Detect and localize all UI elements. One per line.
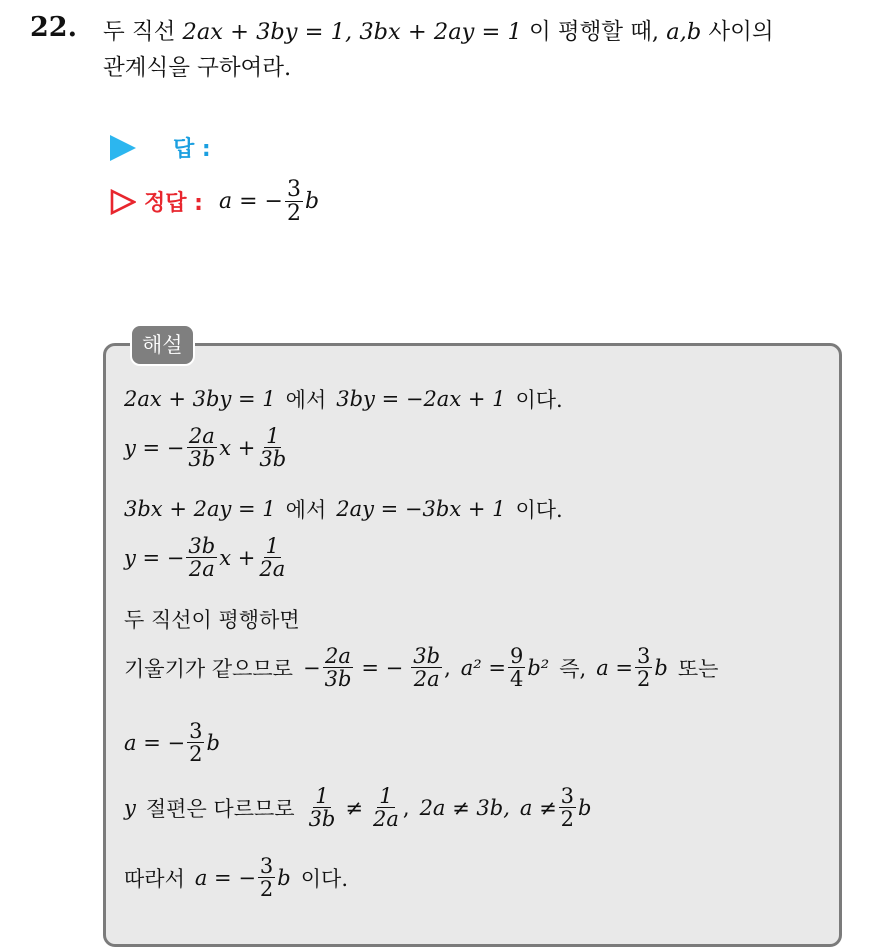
fraction-numerator: 9 [509, 644, 524, 668]
sol-eq: y = − [124, 435, 185, 460]
fraction-numerator: 3 [560, 784, 575, 808]
answer-row [110, 132, 211, 163]
solution-line-2 [124, 425, 290, 470]
sol-text: 이다. [515, 388, 563, 412]
fraction-numerator: 2a [325, 644, 351, 668]
sol-eq: b [277, 865, 291, 890]
equation-2: 3bx + 2ay = 1 [359, 19, 522, 45]
sol-eq: b [654, 655, 668, 680]
sol-text: 절편은 다르므로 [145, 796, 295, 821]
sol-eq: x + [219, 435, 256, 460]
sol-eq: 2a ≠ 3b, [419, 795, 510, 820]
fraction-denominator: 2a [188, 557, 215, 582]
fraction-denominator: 3b [188, 447, 216, 472]
sol-fraction [187, 720, 204, 765]
sol-fraction [371, 785, 401, 830]
sol-text: 기울기가 같으므로 [124, 656, 293, 681]
question-text [103, 14, 863, 86]
sol-eq: b² [527, 655, 550, 680]
sol-eq: y [124, 795, 136, 820]
sol-text: 이다. [515, 498, 563, 522]
question-text-c: 사이의 [708, 19, 774, 45]
solution-line-5 [124, 604, 300, 634]
fraction-denominator: 2a [372, 807, 399, 832]
sol-eq: a = − [194, 865, 256, 890]
sol-fraction [411, 645, 442, 690]
equation-1: 2ax + 3by = 1, [182, 19, 353, 45]
sol-eq: − [302, 655, 321, 680]
answer-label: 답 : [173, 137, 211, 162]
correct-answer-label: 정답 : [144, 191, 203, 217]
solution-line-1 [124, 384, 563, 414]
sol-text: 두 직선이 평행하면 [124, 608, 300, 632]
solution-line-8 [124, 785, 592, 830]
solution-line-7 [124, 720, 220, 765]
fraction-denominator: 2 [259, 877, 274, 902]
question-text-a: 두 직선 [103, 19, 176, 45]
sol-fraction [635, 645, 652, 690]
sol-text: 따라서 [124, 866, 185, 891]
question-line-2: 관계식을 구하여라. [103, 55, 292, 81]
sol-eq: 2ay = −3bx + 1 [336, 497, 506, 521]
sol-text: 이다. [300, 866, 348, 891]
sol-eq: 3bx + 2ay = 1 [124, 497, 276, 521]
sol-eq: = − [361, 655, 404, 680]
solution-line-6 [124, 645, 718, 690]
fraction-numerator: 3 [286, 177, 301, 202]
fraction-denominator: 2a [413, 667, 440, 692]
fraction-numerator: 1 [315, 784, 329, 808]
fraction-numerator: 3 [259, 854, 274, 878]
sol-fraction [257, 425, 288, 470]
sol-eq: x + [219, 545, 256, 570]
sol-text: , [444, 655, 451, 680]
fraction-denominator: 2 [637, 667, 651, 692]
fraction-numerator: 1 [265, 534, 279, 558]
fraction-numerator: 1 [379, 784, 393, 808]
fraction-denominator: 2 [189, 742, 203, 767]
correct-fraction [285, 178, 303, 225]
sol-eq: ≠ [345, 795, 363, 820]
sol-text: 또는 [677, 656, 719, 681]
fraction-numerator: 1 [266, 424, 280, 448]
sol-eq: b [578, 795, 592, 820]
fraction-numerator: 3b [413, 644, 441, 668]
sol-fraction [257, 535, 287, 580]
fraction-denominator: 3b [308, 807, 336, 832]
fraction-numerator: 2a [188, 424, 215, 448]
solution-line-3 [124, 494, 563, 524]
sol-fraction [186, 425, 217, 470]
sol-eq: a ≠ [519, 795, 557, 820]
sol-text: 즉, [559, 656, 587, 681]
fraction-denominator: 2 [286, 201, 301, 227]
sol-eq: 3by = −2ax + 1 [336, 387, 506, 411]
sol-fraction [258, 855, 275, 900]
sol-text: 에서 [285, 498, 327, 522]
sol-text: 에서 [285, 388, 327, 412]
filled-triangle-icon [110, 135, 136, 161]
fraction-denominator: 2 [560, 807, 575, 832]
sol-fraction [323, 645, 354, 690]
correct-answer-row [110, 178, 319, 225]
sol-fraction [559, 785, 576, 830]
question-number: 22. [30, 12, 77, 43]
sol-fraction [186, 535, 217, 580]
fraction-numerator: 3 [637, 644, 651, 668]
outline-triangle-icon [110, 189, 136, 215]
fraction-denominator: 3b [259, 447, 287, 472]
correct-lhs: a = − [218, 189, 283, 215]
fraction-numerator: 3b [188, 534, 216, 558]
sol-fraction [508, 645, 525, 690]
sol-eq: y = − [124, 545, 185, 570]
sol-eq: a = [596, 655, 633, 680]
sol-eq: a = − [124, 730, 186, 755]
fraction-denominator: 2a [259, 557, 286, 582]
fraction-denominator: 4 [509, 667, 524, 692]
question-text-b: 이 평행할 때, [528, 19, 660, 45]
solution-line-4 [124, 535, 289, 580]
solution-line-9 [124, 855, 348, 900]
sol-eq: b [206, 730, 220, 755]
fraction-denominator: 3b [324, 667, 352, 692]
sol-text: , [402, 795, 410, 820]
correct-rhs: b [304, 189, 320, 215]
correct-answer-value [219, 178, 319, 225]
question-vars: a,b [666, 19, 702, 45]
fraction-numerator: 3 [189, 719, 203, 743]
sol-eq: 2ax + 3by = 1 [124, 387, 276, 411]
sol-eq: a² = [460, 655, 506, 680]
sol-fraction [307, 785, 338, 830]
solution-tab: 해설 [130, 324, 195, 366]
